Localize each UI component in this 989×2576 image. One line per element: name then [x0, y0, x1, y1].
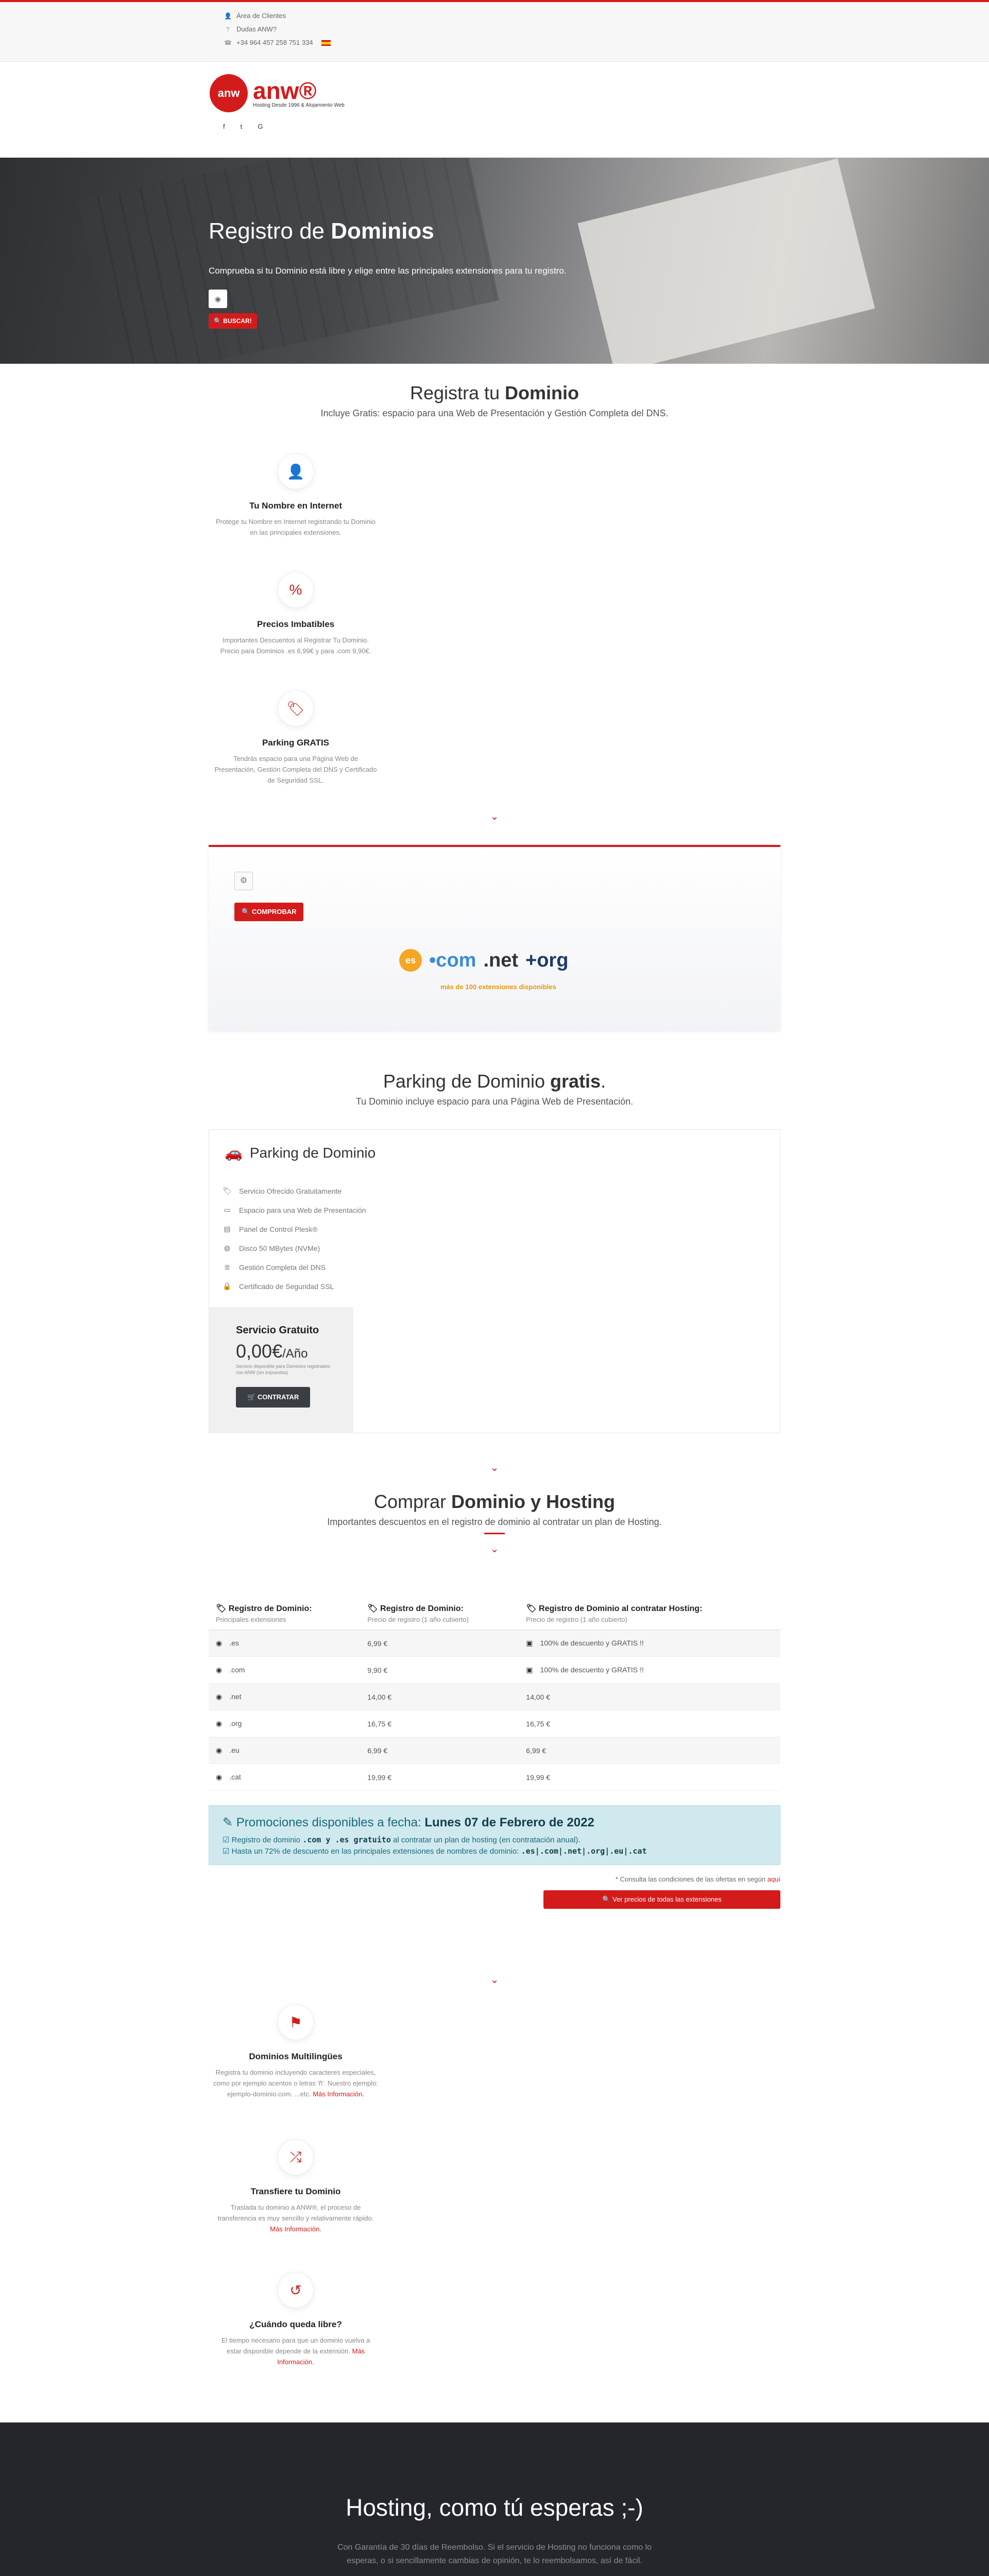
logo[interactable] [210, 74, 345, 112]
list-item: ▤ Panel de Control Plesk® [223, 1219, 366, 1239]
list-item: 🔒 Certificado de Seguridad SSL [223, 1282, 334, 1291]
intro-title: Registra tu Dominio [410, 382, 579, 403]
tag-icon: 🏷 [278, 690, 314, 726]
table-row: ◉ .net 14,00 € 14,00 € [209, 1684, 780, 1710]
buy-title: Comprar Dominio y Hosting [373, 1491, 616, 1512]
dns-icon: ≣ [224, 1263, 230, 1271]
list-item: 🏷 Servicio Ofrecido Gratuitamente [223, 1187, 342, 1195]
globe-icon: ◉ [216, 1692, 223, 1701]
percent-icon: % [278, 572, 314, 608]
parking-features [223, 1181, 366, 1296]
feature-prices: % Precios Imbatibles Importantes Descuentos al Registrar Tu Dominio. Precio para Dominios .es 6,99€ y para .com 9,90€. [213, 572, 378, 656]
top-link-phone[interactable]: ☎ +34 964 457 258 751 334 [209, 36, 780, 49]
more-info-link[interactable]: Más Información. [270, 2225, 321, 2233]
history-icon: ↺ [278, 2272, 314, 2308]
price-note: Servicio disponible para Dominios registrados con ANW (sin impuestos) [236, 1364, 330, 1375]
pricing-table [209, 1597, 780, 1791]
tag-icon: 🏷 [216, 1604, 229, 1613]
extra-expiry: ↺ ¿Cuándo queda libre? El tiempo necesario para que un dominio vuelva a estar disponible depende de la extensión. Más Información. [213, 2272, 378, 2367]
table-header: 🏷 Registro de Dominio: Precio de registro (1 año cubierto) [360, 1597, 519, 1630]
hero-banner [0, 158, 989, 364]
table-header-row [209, 1597, 780, 1630]
globe-icon: ◉ [216, 1773, 223, 1781]
check-domain-button[interactable]: 🔍 COMPROBAR [234, 903, 303, 921]
social-links [223, 123, 263, 130]
domain-search-input[interactable]: ⚙ [234, 872, 253, 890]
buy-subtitle: Importantes descuentos en el registro de dominio al contratar un plan de Hosting. [327, 1517, 662, 1527]
user-icon: 👤 [224, 12, 232, 20]
gift-icon: ▣ [526, 1639, 533, 1647]
price-title: Servicio Gratuito [236, 1325, 319, 1336]
parking-title: Parking de Dominio gratis. [383, 1071, 606, 1092]
domain-search-card [209, 845, 780, 1031]
top-links [209, 2, 780, 49]
net-extension: .net [483, 949, 518, 971]
table-row: ◉ .org 16,75 € 16,75 € [209, 1710, 780, 1737]
org-extension: +org [525, 949, 569, 971]
edit-icon: ✎ [223, 1816, 236, 1829]
globe-icon: ◉ [216, 1666, 223, 1674]
check-icon: ☑ [223, 1836, 232, 1844]
user-settings-icon: 👤 [278, 453, 314, 489]
table-header: 🏷 Registro de Dominio al contratar Hosting: Precio de registro (1 año cubierto) [519, 1597, 780, 1630]
chevron-down-icon: ⌄ [490, 1544, 499, 1555]
table-row: ◉ .com 9,90 € ▣ 100% de descuento y GRATIS !! [209, 1657, 780, 1684]
spain-flag-icon [321, 40, 331, 46]
globe-icon: ◉ [216, 1746, 223, 1754]
globe-icon: ◉ [216, 1639, 223, 1647]
promo-title: ✎ Promociones disponibles a fecha: Lunes 07 de Febrero de 2022 [223, 1816, 594, 1829]
top-bar [0, 0, 989, 62]
parking-subtitle: Tu Dominio incluye espacio para una Página Web de Presentación. [355, 1096, 634, 1107]
intro-section [209, 364, 780, 419]
search-icon: 🔍 [602, 1895, 613, 1903]
panel-icon: ▤ [224, 1225, 231, 1233]
conditions-note: * Consulta las condiciones de las ofertas en según aquí [615, 1875, 780, 1883]
logo-tagline: Hosting Desde 1996 & Alojamiento Web [253, 102, 345, 108]
list-item: ≣ Gestión Completa del DNS [223, 1258, 366, 1277]
cart-icon: 🛒 [247, 1393, 258, 1401]
extra-multilingual: ⚑ Dominios Multilingües Registra tu dominio incluyendo caracteres especiales, como por ejemplo acentos o letras 'ñ'. Nuestro ejemplo: ejemplo-dominio.com. ...etc. Más Información. [213, 2004, 378, 2099]
tag-icon: 🏷 [223, 1187, 232, 1195]
hero-search-button[interactable]: 🔍 BUSCAR! [209, 313, 257, 329]
footer-title: Hosting, como tú esperas ;-) [346, 2494, 643, 2521]
chevron-down-icon: ⌄ [490, 1974, 499, 1986]
list-item: ◍ Disco 50 MBytes (NVMe) [223, 1239, 366, 1258]
site-footer [0, 2422, 989, 2576]
disk-icon: ◍ [224, 1244, 231, 1252]
es-extension-badge: es [399, 949, 422, 972]
phone-icon: ☎ [224, 39, 232, 46]
facebook-icon[interactable]: f [223, 123, 225, 130]
buy-header [0, 1491, 989, 1555]
car-icon: 🚗 [225, 1145, 243, 1161]
promo-box [209, 1805, 780, 1865]
feature-parking: 🏷 Parking GRATIS Tendrás espacio para una Página Web de Presentación, Gestión Completa del DNS y Certificado de Seguridad SSL. [213, 690, 378, 786]
top-link-clients[interactable]: 👤 Área de Clientes [209, 9, 780, 23]
promo-line-2: ☑ Hasta un 72% de descuento en las principales extensiones de nombres de dominio: .es|.com|.net|.org|.eu|.cat [223, 1846, 647, 1856]
table-header: 🏷 Registro de Dominio: Principales extensiones [209, 1597, 360, 1630]
feature-name: 👤 Tu Nombre en Internet Protege tu Nombre en Internet registrando tu Dominio en las principales extensiones. [213, 453, 378, 538]
red-separator [484, 1533, 505, 1534]
promo-line-1: ☑ Registro de dominio .com y .es gratuito al contratar un plan de hosting (en contratación anual). [223, 1835, 581, 1844]
help-icon: ? [226, 26, 230, 33]
tag-icon: 🏷 [367, 1604, 381, 1613]
page-icon: ▭ [224, 1206, 231, 1214]
list-item: ▭ Espacio para una Web de Presentación [223, 1200, 366, 1219]
search-icon: 🔍 [242, 908, 252, 916]
extensions-count: más de 100 extensiones disponibles [440, 983, 556, 991]
parking-card-title: 🚗 Parking de Dominio [225, 1144, 376, 1161]
pricing-section [209, 1597, 780, 1903]
price-value: 0,00€/Año [236, 1341, 308, 1362]
twitter-icon[interactable]: t [240, 123, 243, 130]
top-link-help[interactable]: ? Dudas ANW? [209, 23, 780, 36]
google-icon[interactable]: G [258, 123, 263, 130]
intro-subtitle: Incluye Gratis: espacio para una Web de Presentación y Gestión Completa del DNS. [320, 408, 669, 418]
contract-button[interactable]: 🛒 CONTRATAR [236, 1387, 310, 1408]
search-icon: ◉ [214, 295, 221, 303]
check-icon: ☑ [223, 1847, 232, 1856]
logo-mark: anw [210, 74, 248, 112]
table-row: ◉ .eu 6,99 € 6,99 € [209, 1737, 780, 1764]
parking-price-box [209, 1307, 353, 1433]
domain-search-section [209, 845, 780, 1031]
parking-card [209, 1129, 780, 1433]
hero-search-input[interactable] [209, 290, 227, 308]
table-row: ◉ .cat 19,99 € 19,99 € [209, 1764, 780, 1791]
search-icon: 🔍 [214, 317, 224, 325]
conditions-link[interactable]: aquí [767, 1875, 780, 1883]
lock-icon: 🔒 [223, 1282, 232, 1290]
chevron-down-icon: ⌄ [490, 811, 499, 822]
more-info-link[interactable]: Más Información. [313, 2090, 364, 2098]
hero-subtitle: Comprueba si tu Dominio está libre y elige entre las principales extensiones para tu registro. [209, 266, 567, 276]
extra-transfer: ⤮ Transfiere tu Dominio Traslada tu dominio a ANW®, el proceso de transferencia es muy sencillo y relativamente rápido. Más Información. [213, 2139, 378, 2234]
logo-word: anw® [253, 77, 317, 104]
footer-subtitle: Con Garantía de 30 días de Reembolso. Si el servicio de Hosting no funciona como lo esperas, o si sencillamente cambias de opinión, te lo reembolsamos, así de fácil. [337, 2543, 652, 2565]
shuffle-icon: ⤮ [278, 2139, 314, 2175]
gift-icon: ▣ [526, 1666, 533, 1674]
see-all-prices-button[interactable]: 🔍 Ver precios de todas las extensiones [543, 1890, 780, 1909]
tag-icon: 🏷 [526, 1604, 539, 1613]
globe-icon: ◉ [216, 1719, 223, 1727]
chevron-down-icon: ⌄ [490, 1462, 499, 1473]
parking-header [0, 1071, 989, 1107]
hero-title: Registro de Dominios [209, 218, 434, 244]
keyboard-photo [78, 158, 499, 364]
parking-section [209, 1129, 780, 1433]
paper-photo [577, 159, 875, 364]
site-header [0, 62, 989, 158]
table-row: ◉ .es 6,99 € ▣ 100% de descuento y GRATIS !! [209, 1630, 780, 1657]
extensions-banner [399, 949, 568, 972]
more-info-link[interactable]: Más Información. [277, 2347, 365, 2366]
flag-icon: ⚑ [278, 2004, 314, 2040]
com-extension: •com [429, 949, 476, 971]
